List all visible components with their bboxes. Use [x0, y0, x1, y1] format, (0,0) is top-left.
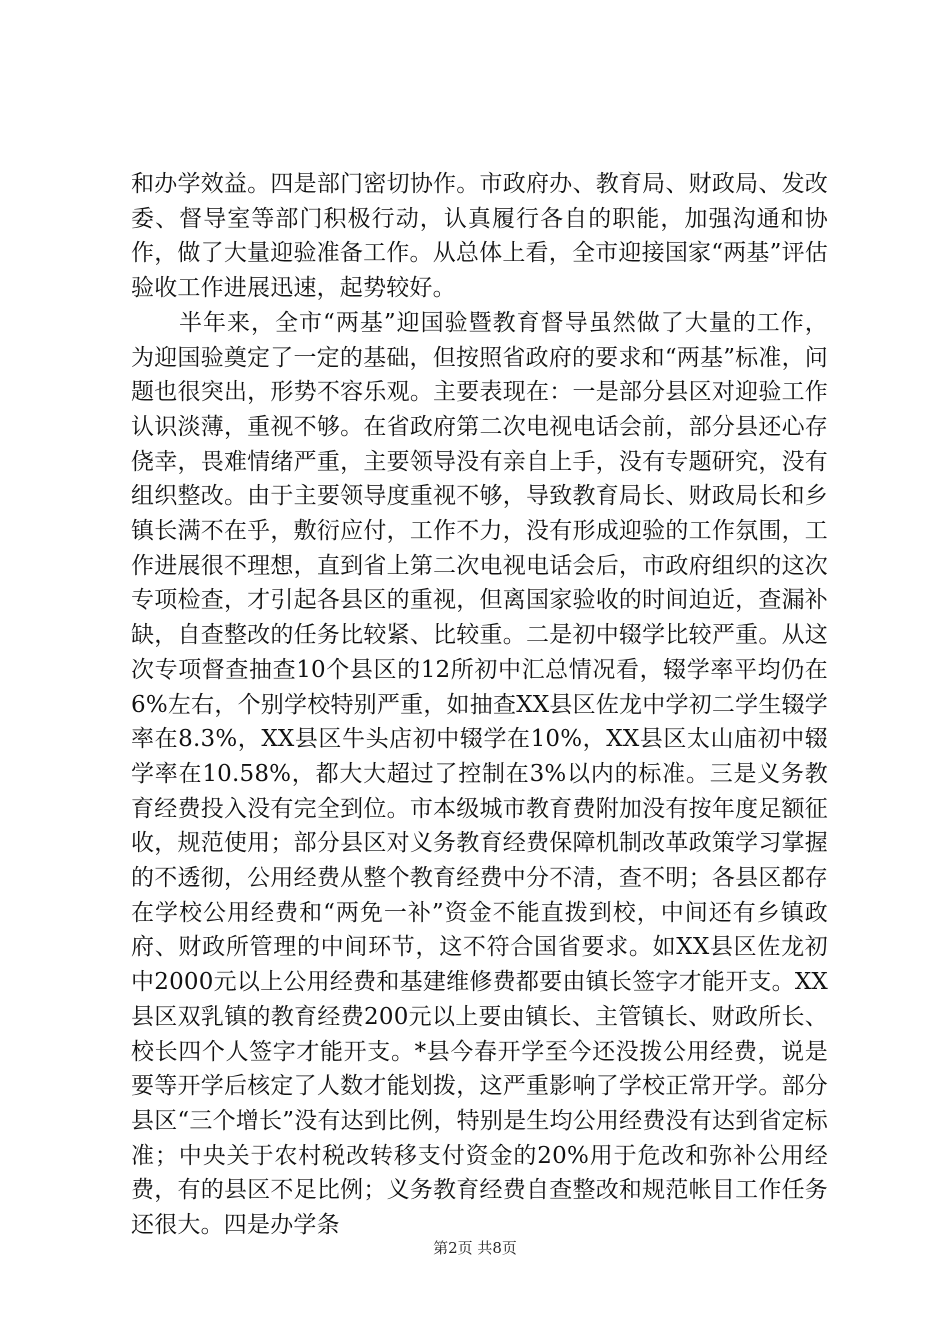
document-body: [131, 167, 828, 1243]
paragraph-1: 和办学效益。四是部门密切协作。市政府办、教育局、财政局、发改委、督导室等部门积极行动，认真履行各自的职能，加强沟通和协作，做了大量迎验准备工作。从总体上看，全市迎接国家“两基”评估验收工作进展迅速，起势较好。: [131, 171, 828, 302]
page-footer: 第2页 共8页: [433, 1239, 517, 1257]
paragraph-2: 半年来，全市“两基”迎国验暨教育督导虽然做了大量的工作，为迎国验奠定了一定的基础，但按照省政府的要求和“两基”标准，问题也很突出，形势不容乐观。主要表现在：一是部分县区对迎验工作认识淡薄，重视不够。在省政府第二次电视电话会前，部分县还心存侥幸，畏难情绪严重，主要领导没有亲自上手，没有专题研究，没有组织整改。由于主要领导度重视不够，导致教育局长、财政局长和乡镇长满不在乎，敷衍应付，工作不力，没有形成迎验的工作氛围，工作进展很不理想，直到省上第二次电视电话会后，市政府组织的这次专项检查，才引起各县区的重视，但离国家验收的时间迫近，查漏补缺，自查整改的任务比较紧、比较重。二是初中辍学比较严重。从这次专项督查抽查10个县区的12所初中汇总情况看，辍学率平均仍在6%左右，个别学校特别严重，如抽查XX县区佐龙中学初二学生辍学率在8.3%，XX县区牛头店初中辍学在10%，XX县区太山庙初中辍学率在10.58%，都大大超过了控制在3%以内的标准。三是义务教育经费投入没有完全到位。市本级城市教育费附加没有按年度足额征收，规范使用；部分县区对义务教育经费保障机制改革政策学习掌握的不透彻，公用经费从整个教育经费中分不清，查不明；各县区都存在学校公用经费和“两免一补”资金不能直拨到校，中间还有乡镇政府、财政所管理的中间环节，这不符合国省要求。如XX县区佐龙初中2000元以上公用经费和基建维修费都要由镇长签字才能开支。XX县区双乳镇的教育经费200元以上要由镇长、主管镇长、财政所长、校长四个人签字才能开支。*县今春开学至今还没拨公用经费，说是要等开学后核定了人数才能划拨，这严重影响了学校正常开学。部分县区“三个增长”没有达到比例，特别是生均公用经费没有达到省定标准；中央关于农村税改转移支付资金的20%用于危改和弥补公用经费，有的县区不足比例；义务教育经费自查整改和规范帐目工作任务还很大。四是办学条: [131, 309, 828, 1239]
